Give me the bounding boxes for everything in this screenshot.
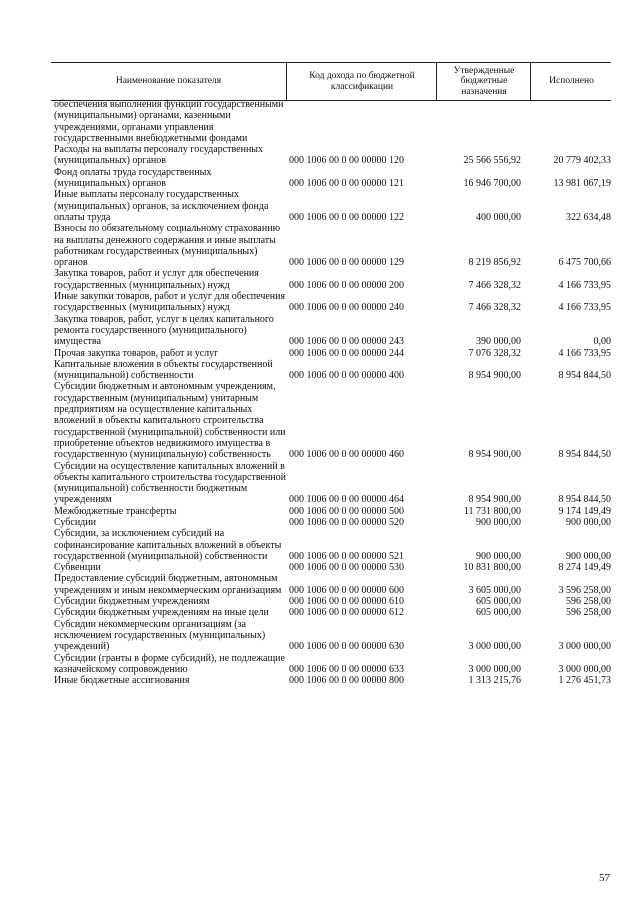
table-row (51, 506, 611, 517)
row-name: Субсидии бюджетным и автономным учреждениям, государственным (муниципальным) унитарным предприятиям на осуществление капитальных вложений в объекты капитального строительства государственной (муниципальной) собственности или приобретение объектов недвижимого имущества в государственную (муниципальную) собственность (54, 381, 286, 461)
row-executed: 1 276 451,73 (558, 675, 611, 687)
row-approved: 390 000,00 (476, 336, 521, 348)
row-executed: 3 596 258,00 (558, 584, 611, 596)
table-row (51, 359, 611, 382)
table-body (51, 99, 611, 686)
table-row (51, 675, 611, 686)
row-code: 000 1006 00 0 00 00000 612 (289, 607, 404, 619)
row-name: Фонд оплаты труда государственных (муниципальных) органов (54, 166, 212, 190)
table-row (51, 596, 611, 607)
row-name: Субсидии на осуществление капитальных вложений в объекты капитального строительства государственной (муниципальной) собственности бюджетным учреждениям (54, 460, 287, 506)
row-name: Субсидии бюджетным учреждениям (54, 596, 210, 608)
row-code: 000 1006 00 0 00 00000 120 (289, 155, 404, 167)
row-approved: 3 000 000,00 (468, 641, 521, 653)
row-approved: 16 946 700,00 (463, 178, 521, 190)
row-name: Предоставление субсидий бюджетным, автономным учреждениям и иным некоммерческим организациям (54, 573, 282, 596)
row-code: 000 1006 00 0 00 00000 244 (289, 347, 404, 359)
row-executed: 596 258,00 (566, 607, 611, 619)
header-approved: Утвержденные бюджетные назначения (436, 63, 531, 100)
row-code: 000 1006 00 0 00 00000 122 (289, 211, 404, 223)
row-code: 000 1006 00 0 00 00000 600 (289, 584, 404, 596)
row-executed: 8 954 844,50 (558, 449, 611, 461)
row-code: 000 1006 00 0 00 00000 633 (289, 663, 404, 675)
row-code: 000 1006 00 0 00 00000 520 (289, 516, 404, 528)
row-approved: 7 466 328,32 (468, 302, 521, 314)
row-code: 000 1006 00 0 00 00000 521 (289, 550, 404, 562)
row-executed: 322 634,48 (566, 211, 611, 223)
row-name: Межбюджетные трансферты (54, 505, 177, 517)
row-name: Капитальные вложения в объекты государственной (муниципальной) собственности (54, 358, 273, 382)
row-code: 000 1006 00 0 00 00000 129 (289, 257, 404, 269)
table-row (51, 517, 611, 528)
row-name: Субвенции (54, 562, 101, 574)
row-approved: 25 566 556,92 (463, 155, 521, 167)
table-row (51, 381, 611, 460)
table-row (51, 348, 611, 359)
row-code: 000 1006 00 0 00 00000 464 (289, 494, 404, 506)
row-name: Закупка товаров, работ и услуг для обеспечения государственных (муниципальных) нужд (54, 268, 259, 291)
row-approved: 3 605 000,00 (468, 584, 521, 596)
row-approved: 1 313 215,76 (468, 675, 521, 687)
page-number: 57 (599, 872, 610, 884)
row-executed: 9 174 149,49 (558, 505, 611, 517)
row-approved: 8 954 900,00 (468, 370, 521, 382)
row-approved: 900 000,00 (476, 516, 521, 528)
row-name: Взносы по обязательному социальному страхованию на выплаты денежного содержания и иные выплаты работникам государственных (муниципальных) органов (54, 223, 281, 269)
row-code: 000 1006 00 0 00 00000 500 (289, 505, 404, 517)
row-name: Субсидии (гранты в форме субсидий), не подлежащие казначейскому сопровождению (54, 652, 285, 675)
table-row (51, 607, 611, 618)
row-name: Субсидии некоммерческим организациям (за исключением государственных (муниципальных) учреждений) (54, 618, 266, 653)
row-executed: 900 000,00 (566, 550, 611, 562)
header-code: Код дохода по бюджетной классификации (286, 63, 437, 100)
row-executed: 13 981 067,19 (553, 178, 611, 190)
row-code: 000 1006 00 0 00 00000 200 (289, 279, 404, 291)
table-row (51, 528, 611, 562)
table-row (51, 291, 611, 314)
header-executed: Исполнено (530, 63, 612, 100)
table-row (51, 461, 611, 506)
row-name: Иные бюджетные ассигнования (54, 675, 190, 687)
row-approved: 7 466 328,32 (468, 279, 521, 291)
row-approved: 8 219 856,92 (468, 257, 521, 269)
row-name: Прочая закупка товаров, работ и услуг (54, 347, 219, 359)
row-executed: 8 954 844,50 (558, 494, 611, 506)
row-executed: 4 166 733,95 (558, 302, 611, 314)
row-executed: 4 166 733,95 (558, 347, 611, 359)
table-row (51, 573, 611, 596)
row-name: Субсидии, за исключением субсидий на софинансирование капитальных вложений в объекты государственной (муниципальной) собственности (54, 528, 282, 562)
table-row (51, 268, 611, 291)
row-name: Иные выплаты персоналу государственных (муниципальных) органов, за исключением фонда оплаты труда (54, 189, 269, 223)
row-executed: 6 475 700,66 (558, 257, 611, 269)
row-approved: 400 000,00 (476, 211, 521, 223)
row-executed: 3 000 000,00 (558, 641, 611, 653)
row-executed: 8 954 844,50 (558, 370, 611, 382)
row-code: 000 1006 00 0 00 00000 460 (289, 449, 404, 461)
row-approved: 3 000 000,00 (468, 663, 521, 675)
row-name: Иные закупки товаров, работ и услуг для обеспечения государственных (муниципальных) нужд (54, 291, 286, 314)
row-code: 000 1006 00 0 00 00000 530 (289, 562, 404, 574)
table-row (51, 223, 611, 268)
table-row (51, 619, 611, 653)
row-approved: 605 000,00 (476, 596, 521, 608)
row-name: Субсидии (54, 516, 96, 528)
row-code: 000 1006 00 0 00 00000 400 (289, 370, 404, 382)
row-approved: 7 076 328,32 (468, 347, 521, 359)
row-approved: 605 000,00 (476, 607, 521, 619)
row-approved: 10 831 800,00 (463, 562, 521, 574)
table-row (51, 653, 611, 676)
row-executed: 20 779 402,33 (553, 155, 611, 167)
row-approved: 900 000,00 (476, 550, 521, 562)
table-row (51, 144, 611, 167)
table-row (51, 314, 611, 348)
row-code: 000 1006 00 0 00 00000 800 (289, 675, 404, 687)
row-code: 000 1006 00 0 00 00000 630 (289, 641, 404, 653)
row-executed: 596 258,00 (566, 596, 611, 608)
row-name: Закупка товаров, работ, услуг в целях капитального ремонта государственного (муниципального) имущества (54, 313, 274, 348)
table-row (51, 167, 611, 190)
row-executed: 8 274 149,49 (558, 562, 611, 574)
row-approved: 8 954 900,00 (468, 449, 521, 461)
table-header (51, 62, 611, 101)
row-executed: 4 166 733,95 (558, 279, 611, 291)
row-name: обеспечения выполнения функций государственными (муниципальными) органами, казенными учреждениями, органами управления государственными внебюджетными фондами (54, 99, 284, 144)
row-code: 000 1006 00 0 00 00000 610 (289, 596, 404, 608)
table-row (51, 562, 611, 573)
row-code: 000 1006 00 0 00 00000 243 (289, 336, 404, 348)
row-approved: 11 731 800,00 (463, 505, 521, 517)
row-executed: 3 000 000,00 (558, 663, 611, 675)
row-code: 000 1006 00 0 00 00000 121 (289, 178, 404, 190)
row-executed: 900 000,00 (566, 516, 611, 528)
row-approved: 8 954 900,00 (468, 494, 521, 506)
row-name: Расходы на выплаты персоналу государственных (муниципальных) органов (54, 144, 264, 167)
row-code: 000 1006 00 0 00 00000 240 (289, 302, 404, 314)
header-name: Наименование показателя (115, 76, 222, 87)
table-row (51, 189, 611, 223)
table-row (51, 99, 611, 144)
row-executed: 0,00 (593, 336, 611, 348)
row-name: Субсидии бюджетным учреждениям на иные цели (54, 607, 269, 619)
